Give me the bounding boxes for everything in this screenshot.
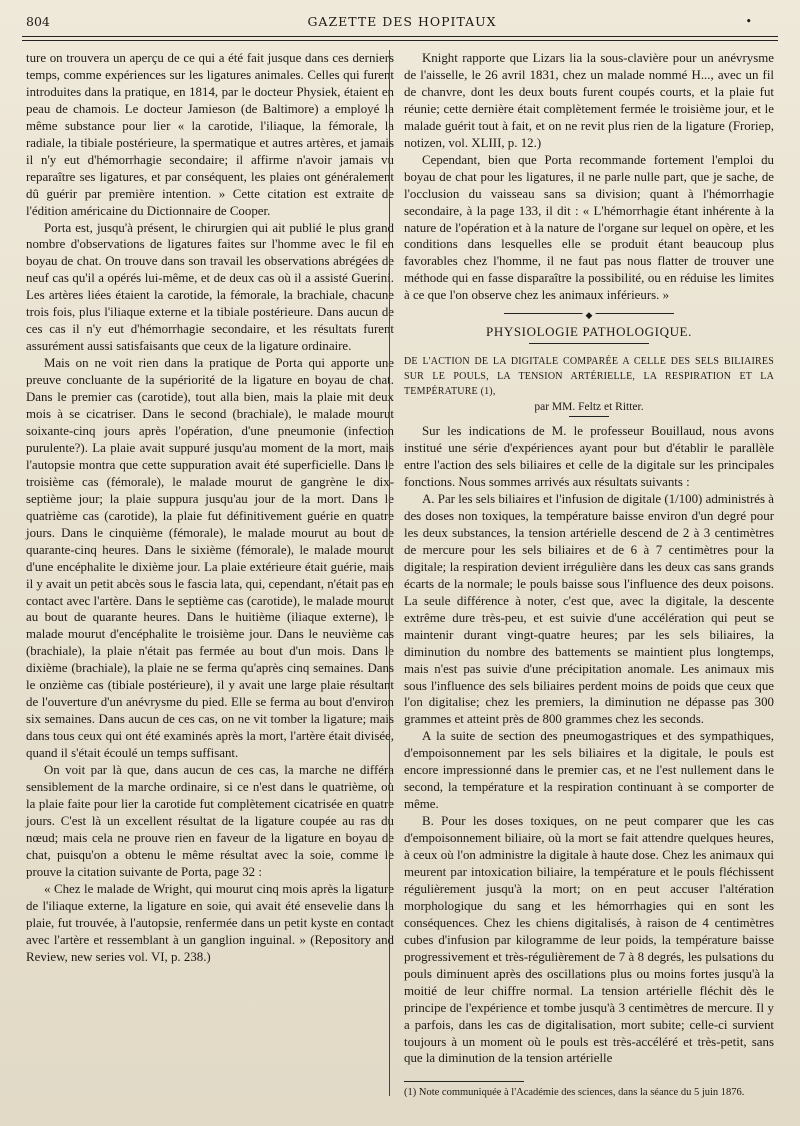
paragraph: A la suite de section des pneumogastriques et des sympathiques, d'empoisonnement par les sels biliaires et la digitale, le pouls est encore impressionné dans le premier cas, et ne l'est nullement dans le second, la température et la respiration continuant à se comporter de même. bbox=[404, 729, 774, 812]
page-number: 804 bbox=[26, 14, 50, 29]
paragraph: Cependant, bien que Porta recommande fortement l'emploi du boyau de chat pour les ligatures, il ne parle nulle part, que je sache, de l'occlusion du vaisseau sans sa division; quant à l'hémorrhagie secondaire, à la page 133, il dit : « L'hémorrhagie étant inhérente à la nature de l'opération et à la nature de l'organe sur lequel on opère, et les conditions dans lesquelles elle se produit étant beaucoup plus favorables chez l'homme, il ne faut pas nous flatter de trouver une méthode qui en fasse disparaître la possibilité, ou en réduise les limites à ce que l'on observe chez les animaux inférieurs. » bbox=[404, 152, 774, 303]
paragraph: A. Par les sels biliaires et l'infusion de digitale (1/100) administrés à des doses non toxiques, la température baisse environ d'un degré pour les deux substances, la tension artérielle descend de 2 à 3 centimètres de mercure pour les sels biliaires et de 6 à 7 centimètres pour la digitale; la respiration devient irrégulière dans les deux cas sans grands écarts de la normale; le pouls baisse sous l'influence des deux poisons. La seule différence à noter, c'est que, avec la digitale, la descente extrême dure très-peu, et est suivie d'une accélération qui peut se maintenir durant vingt-quatre heures; par les sels biliaires, la diminution du nombre des battements se maintient plus longtemps, mais n'est pas suivie d'une précipitation anomale. Les animaux mis sous l'influence des sels biliaires perdent moins de poids que ceux que l'on digitalise; chez les premiers, la diminution ne dépasse pas 300 grammes et atteint près de 800 grammes chez les seconds. bbox=[404, 492, 774, 727]
paragraph: Porta est, jusqu'à présent, le chirurgien qui ait publié le plus grand nombre d'observations de ligatures faites sur l'homme avec le fil en boyau de chat. On trouve dans son travail les observations abrégées de neuf cas qu'il a opérés lui-même, et de deux cas où il a assisté Guerini. Les artères liées étaient la carotide, la fémorale, la brachiale, chacune trois fois, plus l'iliaque externe et la tibiale postérieure. Dans aucun de ces cas il n'y eut d'hémorrhagie secondaire, et les résultats furent assurément aussi satisfaisants que ceux de la ligature ordinaire. bbox=[26, 220, 394, 354]
separator-ornament-icon: ◆ bbox=[583, 307, 596, 324]
footnote: (1) Note communiquée à l'Académie des sciences, dans la séance du 5 juin 1876. bbox=[404, 1087, 745, 1099]
article-authors: par MM. Feltz et Ritter. bbox=[534, 401, 644, 414]
section-title: PHYSIOLOGIE PATHOLOGIQUE. bbox=[486, 324, 692, 340]
paragraph: « Chez le malade de Wright, qui mourut cinq mois après la ligature de l'iliaque externe, la ligature en soie, qui avait été ensevelie dans la plaie, fut trouvée, à l'autopsie, renfermée dans un petit kyste en contact avec l'artère et ressemblant à un ganglion inguinal. » (Repository and Review, new series vol. VI, p. 238.) bbox=[26, 881, 394, 964]
paragraph: Sur les indications de M. le professeur Bouillaud, nous avons institué une série d'expériences ayant pour but d'établir le parallèle entre l'action des sels biliaires et celle de la digitale sur les principales fonctions. Nous sommes arrivés aux résultats suivants : bbox=[404, 424, 774, 490]
paragraph: Knight rapporte que Lizars lia la sous-clavière pour un anévrysme de l'aisselle, le 26 avril 1831, chez un malade nommé H..., avec un fil de chanvre, dont les deux bouts furent coupés courts, et la plaie fut réunie; cette dernière était complètement fermée le troisième jour, et le malade guérit tout à fait, et on ne revit plus rien de la ligature (Froriep, notizen, vol. XLIII, p. 12.) bbox=[404, 51, 774, 150]
footnote-rule bbox=[404, 1081, 524, 1082]
page-header bbox=[26, 10, 778, 36]
paragraph: On voit par là que, dans aucun de ces cas, la marche ne différa sensiblement de la marche ordinaire, si ce n'est dans le quatrième, où la plaie faite pour lier la carotide fut complètement cicatrisée en quatre jours. C'est là un excellent résultat de la ligature coupée au ras du nœud; mais cela ne prouve rien en faveur de la ligature en boyau de chat, puisqu'on a obtenu le même résultat avec la soie, comme le prouve la citation suivante de Porta, page 32 : bbox=[26, 763, 394, 879]
left-column bbox=[26, 50, 394, 965]
authors-underline bbox=[569, 416, 609, 417]
header-rule-thin bbox=[22, 40, 778, 41]
paragraph: ture on trouvera un aperçu de ce qui a été fait jusque dans ces derniers temps, comme expériences sur les ligatures animales. Celles qui furent introduites dans la pratique, en 1814, par le docteur Physiek, étaient en peau de chamois. Le docteur Jamieson (de Baltimore) a employé la même substance pour lier « la carotide, l'iliaque, la fémorale, la radiale, la tibiale postérieure, la spermatique et autres artères, et jamais il n'y eut d'hémorrhagie secondaire; il affirme n'avoir jamais vu reparaître ses ligatures, et par conséquent, les plaies ont généralement dû guérir par première intention. » Cette citation est extraite de l'édition américaine du Dictionnaire de Cooper. bbox=[26, 51, 394, 218]
section-separator bbox=[404, 306, 774, 320]
right-column bbox=[404, 50, 774, 1100]
header-mark: • bbox=[745, 15, 752, 28]
section-title-underline bbox=[529, 343, 649, 344]
journal-title: GAZETTE DES HOPITAUX bbox=[307, 14, 497, 29]
paragraph: Mais on ne voit rien dans la pratique de Porta qui apporte une preuve concluante de la supériorité de la ligature en boyau de chat. Dans le premier cas (carotide), tout alla bien, mais la plaie mit deux mois à se cicatriser. Dans le second (brachiale), le malade mourut soixante-cinq jours après l'opération, d'une pneumonie (infection purulente?). La plaie avait suppuré jusqu'au moment de la mort, mais l'autopsie montra que cette suppuration avait été superficielle. Dans le troisième cas (fémorale), le malade mourut de gangrène le dix-septième jour; la plaie suppura jusqu'au jour de la mort. Dans le quatrième cas (carotide), la plaie fut définitivement guérie en quatre jours. Dans le cinquième (fémorale), le malade mourut au bout de quarante-cinq heures. Dans le sixième (fémorale), le malade mourut d'une encéphalite le dixième jour. La plaie extérieure était guérie, mais il y avait un petit abcès sous le fascia lata, qui, cependant, n'était pas en contact avec l'artère. Dans le septième cas (carotide), le malade mourut au bout de quarante heures. Dans le huitième (iliaque externe), le malade mourut d'encéphalite le troisième jour. Dans le neuvième cas (brachiale), la plaie n'était pas fermée au bout d'un mois. Dans le dixième (brachiale), la plaie ne se ferma qu'après cinq semaines. Dans le onzième cas (tibiale postérieure), il y avait une large plaie résultant de l'ouverture d'un anévrysme du pied. Elle se ferma au bout d'environ six semaines. Dans aucun de ces cas, on ne vit tomber la ligature; mais dans tous ceux qui ont été examinés après la mort, l'artère était divisée, quand il s'était écoulé un temps suffisant. bbox=[26, 356, 394, 761]
header-rule-thick bbox=[22, 36, 778, 37]
column-divider bbox=[389, 50, 390, 1096]
paragraph: B. Pour les doses toxiques, on ne peut comparer que les cas d'empoisonnement biliaire, où la mort se fait attendre quelques heures, à ceux où l'on administre la digitale à haute dose. Chez les animaux qui meurent par intoxication biliaire, la température et le pouls fléchissent régulièrement jusqu'à la mort; on en peut accuser l'altération morphologique du sang et les hémorrhagies qui en sont les conséquences. Chez les chiens digitalisés, à raison de 4 centimètres cubes d'infusion par kilogramme de leur poids, la température baisse progressivement et très-régulièrement de 7 à 8 degrés, les pulsations du pouls diminuent après des oscillations plus ou moins fortes jusqu'à la moitié de leur chiffre normal. La tension artérielle fléchit dès le principe de l'expérience et tombe jusqu'à 3 centimètres de mercure. Il y a parfois, dans les cas de digitalisation, mort subite; celle-ci survient toujours à un moment où le pouls est très-accéléré et très-petit, sans que la diminution de la tension artérielle bbox=[404, 814, 774, 1066]
article-title: DE L'ACTION DE LA DIGITALE COMPARÉE A CELLE DES SELS BILIAIRES SUR LE POULS, LA TENSION ARTÉRIELLE, LA RESPIRATION ET LA TEMPÉRATURE (1), bbox=[404, 356, 774, 398]
